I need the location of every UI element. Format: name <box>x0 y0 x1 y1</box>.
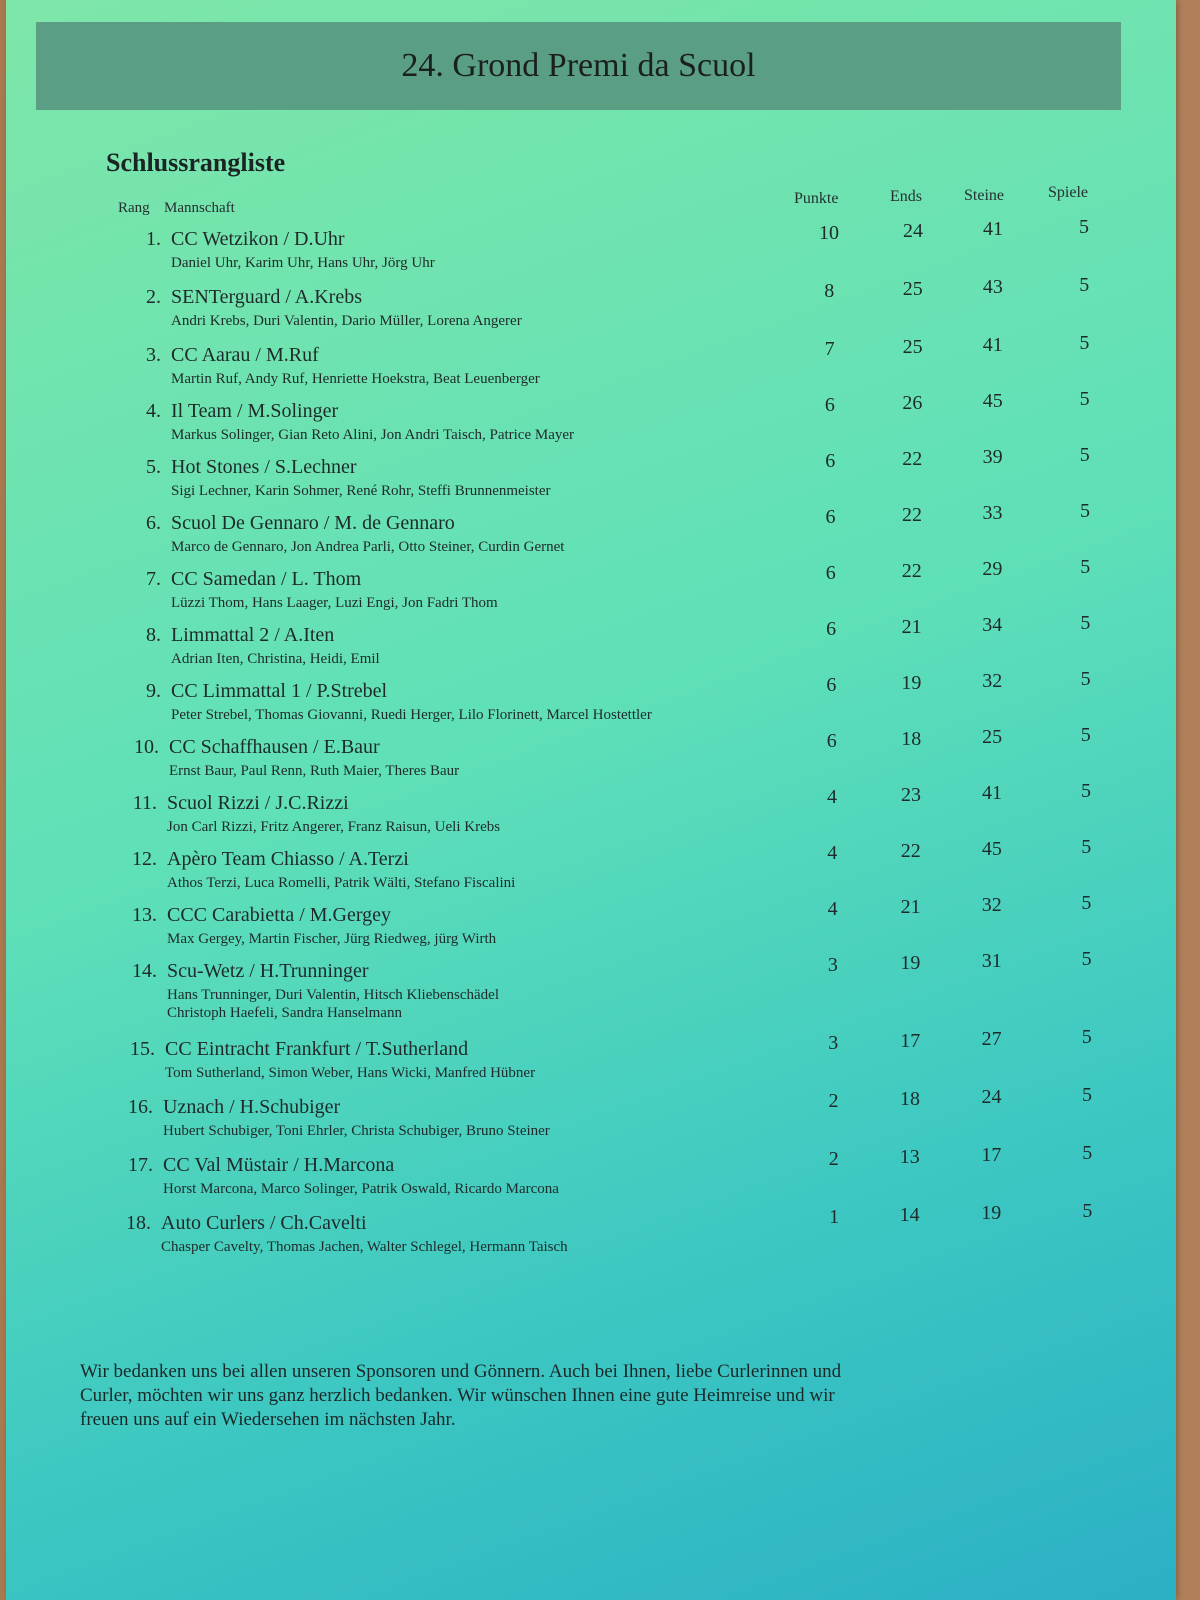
ends-cell: 19 <box>901 672 922 694</box>
player-list: Martin Ruf, Andy Ruf, Henriette Hoekstra, Beat Leuenberger <box>171 371 540 387</box>
player-list: Horst Marcona, Marco Solinger, Patrik Oswald, Ricardo Marcona <box>163 1181 559 1197</box>
spiele-cell: 5 <box>1079 216 1089 238</box>
ends-cell: 22 <box>902 504 922 526</box>
column-header-punkte: Punkte <box>794 190 839 207</box>
spiele-cell: 5 <box>1080 612 1091 634</box>
ends-cell: 22 <box>900 840 921 862</box>
team-name: CC Wetzikon / D.Uhr <box>171 228 345 250</box>
player-list: Markus Solinger, Gian Reto Alini, Jon Andri Taisch, Patrice Mayer <box>171 427 575 443</box>
rank-cell: 16. <box>128 1096 153 1118</box>
punkte-cell: 6 <box>825 450 836 472</box>
steine-cell: 41 <box>982 334 1003 356</box>
team-name: CC Eintracht Frankfurt / T.Sutherland <box>165 1038 469 1060</box>
ends-cell: 22 <box>902 448 923 470</box>
punkte-cell: 6 <box>826 730 837 752</box>
player-list: Max Gergey, Martin Fischer, Jürg Riedweg, jürg Wirth <box>167 931 497 947</box>
spiele-cell: 5 <box>1081 836 1092 858</box>
rank-cell: 12. <box>132 848 157 870</box>
punkte-cell: 6 <box>825 562 836 584</box>
column-header-ends: Ends <box>890 188 922 205</box>
spiele-cell: 5 <box>1081 780 1091 802</box>
section-title: Schlussrangliste <box>106 148 286 177</box>
spiele-cell: 5 <box>1080 668 1091 690</box>
steine-cell: 39 <box>982 446 1003 468</box>
steine-cell: 41 <box>983 218 1003 240</box>
player-list: Jon Carl Rizzi, Fritz Angerer, Franz Raisun, Ueli Krebs <box>167 819 501 835</box>
spiele-cell: 5 <box>1080 500 1090 522</box>
ends-cell: 24 <box>903 220 923 242</box>
player-list: Lüzzi Thom, Hans Laager, Luzi Engi, Jon Fadri Thom <box>171 595 498 611</box>
spiele-cell: 5 <box>1082 1200 1093 1222</box>
team-name: CC Limmattal 1 / P.Strebel <box>171 680 388 702</box>
steine-cell: 25 <box>982 726 1003 748</box>
team-name: CC Aarau / M.Ruf <box>171 344 319 366</box>
rank-cell: 4. <box>146 400 161 422</box>
rank-cell: 14. <box>132 960 157 982</box>
player-list: Athos Terzi, Luca Romelli, Patrik Wälti, Stefano Fiscalini <box>167 875 516 891</box>
results-sheet <box>6 0 1176 1600</box>
spiele-cell: 5 <box>1081 1026 1092 1048</box>
ends-cell: 13 <box>899 1146 920 1168</box>
player-list: Adrian Iten, Christina, Heidi, Emil <box>171 651 380 667</box>
team-name: SENTerguard / A.Krebs <box>171 286 362 308</box>
spiele-cell: 5 <box>1079 332 1090 354</box>
rank-cell: 2. <box>146 286 161 308</box>
rank-cell: 17. <box>128 1154 153 1176</box>
closing-line: Curler, möchten wir uns ganz herzlich bedanken. Wir wünschen Ihnen eine gute Heimreise und wir <box>80 1385 835 1406</box>
rank-cell: 15. <box>130 1038 155 1060</box>
steine-cell: 27 <box>981 1028 1002 1050</box>
steine-cell: 31 <box>981 950 1002 972</box>
closing-line: freuen uns auf ein Wiedersehen im nächsten Jahr. <box>80 1409 456 1430</box>
ends-cell: 21 <box>901 616 922 638</box>
punkte-cell: 6 <box>826 674 837 696</box>
punkte-cell: 7 <box>824 338 835 360</box>
rank-cell: 3. <box>146 344 161 366</box>
team-name: Limmattal 2 / A.Iten <box>171 624 335 646</box>
document-title: 24. Grond Premi da Scuol <box>401 47 756 84</box>
player-list: Tom Sutherland, Simon Weber, Hans Wicki, Manfred Hübner <box>165 1065 536 1081</box>
ends-cell: 18 <box>900 1088 920 1110</box>
steine-cell: 17 <box>981 1144 1002 1166</box>
team-name: CC Val Müstair / H.Marcona <box>163 1154 395 1176</box>
rank-cell: 10. <box>134 736 159 758</box>
team-name: CCC Carabietta / M.Gergey <box>167 904 392 926</box>
ends-cell: 22 <box>901 560 922 582</box>
player-list: Ernst Baur, Paul Renn, Ruth Maier, Theres Baur <box>169 763 460 779</box>
team-name: Scuol De Gennaro / M. de Gennaro <box>171 512 455 534</box>
punkte-cell: 4 <box>827 898 838 920</box>
player-list: Hans Trunninger, Duri Valentin, Hitsch Kliebenschädel <box>167 987 499 1003</box>
spiele-cell: 5 <box>1079 444 1090 466</box>
team-name: Hot Stones / S.Lechner <box>171 456 357 478</box>
spiele-cell: 5 <box>1081 892 1092 914</box>
ends-cell: 25 <box>902 336 923 358</box>
team-name: Scuol Rizzi / J.C.Rizzi <box>167 792 349 814</box>
column-header-spiele: Spiele <box>1048 184 1088 201</box>
player-list: Peter Strebel, Thomas Giovanni, Ruedi Herger, Lilo Florinett, Marcel Hostettler <box>171 707 652 723</box>
punkte-cell: 6 <box>824 394 835 416</box>
ends-cell: 26 <box>902 392 923 414</box>
rank-cell: 11. <box>132 792 157 814</box>
steine-cell: 34 <box>982 614 1003 636</box>
team-name: Uznach / H.Schubiger <box>163 1096 341 1118</box>
player-list: Andri Krebs, Duri Valentin, Dario Müller, Lorena Angerer <box>171 313 522 329</box>
player-list: Hubert Schubiger, Toni Ehrler, Christa Schubiger, Bruno Steiner <box>163 1123 550 1139</box>
team-name: Auto Curlers / Ch.Cavelti <box>161 1212 367 1234</box>
steine-cell: 45 <box>981 838 1002 860</box>
spiele-cell: 5 <box>1081 948 1092 970</box>
ends-cell: 23 <box>901 784 921 806</box>
punkte-cell: 10 <box>819 222 839 244</box>
player-list: Chasper Cavelty, Thomas Jachen, Walter Schlegel, Hermann Taisch <box>161 1239 568 1255</box>
team-name: Scu-Wetz / H.Trunninger <box>167 960 369 982</box>
rank-cell: 13. <box>132 904 157 926</box>
ends-cell: 21 <box>900 896 921 918</box>
ends-cell: 14 <box>899 1204 920 1226</box>
rank-cell: 6. <box>146 512 161 534</box>
rank-cell: 9. <box>146 680 161 702</box>
punkte-cell: 6 <box>826 618 837 640</box>
steine-cell: 43 <box>982 276 1003 298</box>
spiele-cell: 5 <box>1082 1084 1092 1106</box>
team-name: CC Schaffhausen / E.Baur <box>169 736 380 758</box>
rank-cell: 18. <box>126 1212 151 1234</box>
team-name: Apèro Team Chiasso / A.Terzi <box>167 848 409 870</box>
punkte-cell: 4 <box>827 786 837 808</box>
punkte-cell: 2 <box>828 1148 839 1170</box>
punkte-cell: 3 <box>828 1032 839 1054</box>
ends-cell: 25 <box>902 278 923 300</box>
steine-cell: 29 <box>982 558 1003 580</box>
punkte-cell: 8 <box>824 280 835 302</box>
ends-cell: 19 <box>900 952 921 974</box>
rank-cell: 1. <box>146 228 161 250</box>
punkte-cell: 6 <box>825 506 836 528</box>
closing-line: Wir bedanken uns bei allen unseren Sponsoren und Gönnern. Auch bei Ihnen, liebe Curlerinnen und <box>80 1361 842 1382</box>
punkte-cell: 4 <box>827 842 838 864</box>
steine-cell: 32 <box>982 670 1003 692</box>
column-header-rang: Rang <box>118 200 150 216</box>
ends-cell: 18 <box>901 728 922 750</box>
ends-cell: 17 <box>900 1030 921 1052</box>
steine-cell: 41 <box>982 782 1002 804</box>
spiele-cell: 5 <box>1082 1142 1093 1164</box>
player-list: Marco de Gennaro, Jon Andrea Parli, Otto Steiner, Curdin Gernet <box>171 539 565 555</box>
player-list: Sigi Lechner, Karin Sohmer, René Rohr, Steffi Brunnenmeister <box>171 483 551 499</box>
punkte-cell: 3 <box>827 954 838 976</box>
steine-cell: 19 <box>981 1202 1002 1224</box>
spiele-cell: 5 <box>1080 556 1091 578</box>
punkte-cell: 1 <box>829 1206 840 1228</box>
steine-cell: 32 <box>981 894 1002 916</box>
spiele-cell: 5 <box>1080 724 1091 746</box>
punkte-cell: 2 <box>828 1090 839 1112</box>
team-name: Il Team / M.Solinger <box>171 400 339 422</box>
spiele-cell: 5 <box>1079 274 1090 296</box>
title-band <box>36 22 1121 110</box>
rank-cell: 8. <box>146 624 161 646</box>
rank-cell: 7. <box>146 568 161 590</box>
closing-message <box>80 1360 1040 1432</box>
steine-cell: 45 <box>982 390 1003 412</box>
column-header-steine: Steine <box>964 187 1004 204</box>
player-list: Daniel Uhr, Karim Uhr, Hans Uhr, Jörg Uhr <box>171 255 435 271</box>
steine-cell: 33 <box>982 502 1003 524</box>
steine-cell: 24 <box>981 1086 1002 1108</box>
rank-cell: 5. <box>146 456 161 478</box>
team-name: CC Samedan / L. Thom <box>171 568 362 590</box>
player-list: Christoph Haefeli, Sandra Hanselmann <box>167 1005 402 1021</box>
column-header-mannschaft: Mannschaft <box>164 200 235 216</box>
spiele-cell: 5 <box>1079 388 1090 410</box>
